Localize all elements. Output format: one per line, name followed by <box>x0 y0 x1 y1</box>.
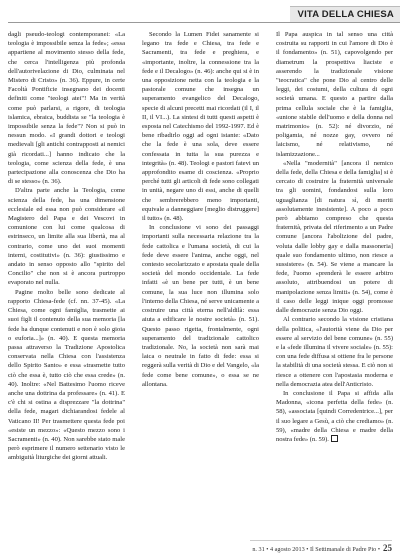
paragraph: Al contrario secondo la visione cristiana della politica, «l'autorità viene da Dio per essere al servizio del bene comune» (n. 55) e la «fede illumina il vivere sociale» (n. 55): con una fede diffusa si ottiene fra le persone la stabilità di una società stessa. E ciò non si riesce a ottenere con l'apostasia moderna e nella democrazia atea dell'Anticristo. <box>276 316 393 388</box>
paragraph-final <box>276 389 393 444</box>
section-title: VITA DELLA CHIESA <box>297 9 394 20</box>
footer-issue-line: n. 31 • 4 agosto 2013 • Il Settimanale di Padre Pio • <box>252 546 380 553</box>
paragraph: D'altra parte anche la Teologia, come scienza della fede, ha una dimensione ecclesiale ed essa non può considerare «il Magistero del Papa e dei Vescovi in comunione con lui come qualcosa di estrinseco, un limite alla sua libertà, ma al contrario, come uno dei suoi momenti interni, costitutivi» (n. 36): giustissimo e andato in senso opposto allo "spirito del Concilio" che non si è ancora purtroppo evaporato nel nulla. <box>8 187 125 287</box>
paragraph: In conclusione vi sono dei passaggi importanti sulla necessaria relazione tra la fede cattolica e l'umana società, di cui la fede deve essere l'anima, anche oggi, nel contesto secolarizzato e apostata quale della società del mondo occidentale. La fede infatti «è un bene per tutti, è un bene comune, la sua luce non illumina solo l'interno della Chiesa, né serve unicamente a costruire una città eterna nell'aldilà: essa aiuta a edificare le nostre società» (n. 51). Questo passo rigetta, frontalmente, ogni superamento del tradizionale cattolico tradizionale. No, la società non sarà mai laica o neutrale in fatto di fede: essa si reggerà sulla verità di Dio e del Vangelo, «la fede come bene comune», o essa se ne allontana. <box>142 224 259 388</box>
end-of-article-mark <box>331 435 338 442</box>
section-header <box>290 6 400 22</box>
footer-rule <box>250 540 392 541</box>
paragraph: «Nella "modernità" [ancora il nemico della fede, della Chiesa e della famiglia] si è cercato di costruire la fraternità universale tra gli uomini, fondandosi sulla loro uguaglianza [di natura sì, di meriti assolutamente inesistente]. A poco a poco però abbiamo compreso che questa fraternità, privata del riferimento a un Padre comune [ancora l'abolizione del padre, voluta dalle lobby gay e dalla massoneria] quale suo fondamento ultimo, non riesce a sussistere» (n. 54). Se viene a mancare la fede, l'uomo «prenderà le essere arbitro assoluto, attribuendosi un potere di manipolazione senza limiti» (n. 54), come è il caso delle leggi inique oggi promosse dalle democrazie senza Dio oggi. <box>276 159 393 315</box>
paragraph: Pagine molto belle sono dedicate al rapporto Chiesa-fede (cf. nn. 37-45). «La Chiesa, come ogni famiglia, trasmette ai suoi figli il contenuto della sua memoria [la fede ha dunque contenuti e non è solo gioia o euforia...]» (n. 40). E questa memoria passa attraverso la Tradizione Apostolica conservata nella Chiesa con l'assistenza dello Spirito Santo» e essa «trasmette tutto ciò che essa è, tutto ciò che essa crede» (n. 40). Inoltre: «Nel Battesimo l'uomo riceve anche una dottrina da professare» (n. 41). E c'è chi si ostina a disprezzare "la dottrina" della fede, magari dichiarandosi fedele al Vaticano II! Per trasmettere questa fede poi «esiste un mezzo»: «Questo mezzo sono i Sacramenti» (n. 40). Non sarebbe stato male però esprimere il numero settenario visto le ambiguità liturgiche dei giorni attuali. <box>8 288 125 462</box>
paragraph: Il Papa auspica in tal senso una città costruita su rapporti in cui l'amore di Dio è il fondamento» (n. 51), capovolgendo per diametrum la prospettiva liaciste e asserendo la tradizionale visione "teocratica" che pone Dio al centro delle leggi, dei costumi, della cultura di ogni società umana. E questo a partire dalla prima cellula sociale che è la famiglia, «unione stabile dell'uomo e della donna nel matrimonio» (n. 52): né divorzio, né poligamia, né nozze gay, ovvero né laicismo, né relativismo, né islamizzazione... <box>276 31 393 158</box>
page-footer <box>252 543 392 553</box>
header-rule <box>8 22 400 23</box>
page-number: 25 <box>383 543 392 553</box>
text-column-2 <box>142 30 259 389</box>
text-column-1 <box>8 30 125 463</box>
text-column-3 <box>276 30 393 444</box>
paragraph: Secondo la Lumen Fidei sanamente si legano tra fede e Chiesa, tra fede e Sacramenti, tra fede e preghiera, e «importante, inoltre, la connessione tra la fede e il Decalogo» (n. 46): anche qui si è in una opposizione netta con la teologia e la pastorale comune che insegna un superamento evangelico del Decalogo, specie di alcuni precetti mai ricordati (il I, il II, il VI...). La sintesi di tutti questi aspetti è esposta nel Catechismo del 1992-1997. Ed è bene ribadirlo oggi ad ogni istante: «Dato che la fede è una sola, deve essere confessata in tutta la sua purezza e integrità» (n. 48). Teologi e pastori fatevi un approfondito esame di coscienza. «Proprio perché tutti gli articoli di fede sono collegati in unità, negare uno di essi, anche di quelli che sembrerebbero meno importanti, equivale a danneggiare [meglio distruggere] il tutto» (n. 48). <box>142 31 259 223</box>
paragraph: In conclusione il Papa si affida alla Madonna, «icona perfetta della fede» (n. 58), «associata [quindi Corredentrice...], per il suo legare a Gesù, a ciò che crediamo» (n. 59), «madre della Chiesa e madre della nostra fede» (n. 59). <box>276 389 393 443</box>
paragraph: dagli pseudo-teologi contemporanei: «La teologia è impossibile senza la fede»; «essa appartiene al movimento stesso della fede, che cerca l'intelligenza più profonda dell'autorivelazione di Dio, culminata nel Mistero di Cristo» (n. 36). Eppure, in certe Facoltà Pontificie insegnano dei docenti definiti come "teologi atei"! Ma in verità come può parlarsi, a rigore, di teologia islamica, ebraica, buddista se "la teologia è impossibile senza la fede"? Non si può in nessun modo. «I grandi dottori e teologi medievali [gli antichi contrapposti ai nemici già ricordati...] hanno indicato che la teologia, come scienza della fede, è una partecipazione alla conoscenza che Dio ha di se stesso» (n. 36). <box>8 31 125 186</box>
